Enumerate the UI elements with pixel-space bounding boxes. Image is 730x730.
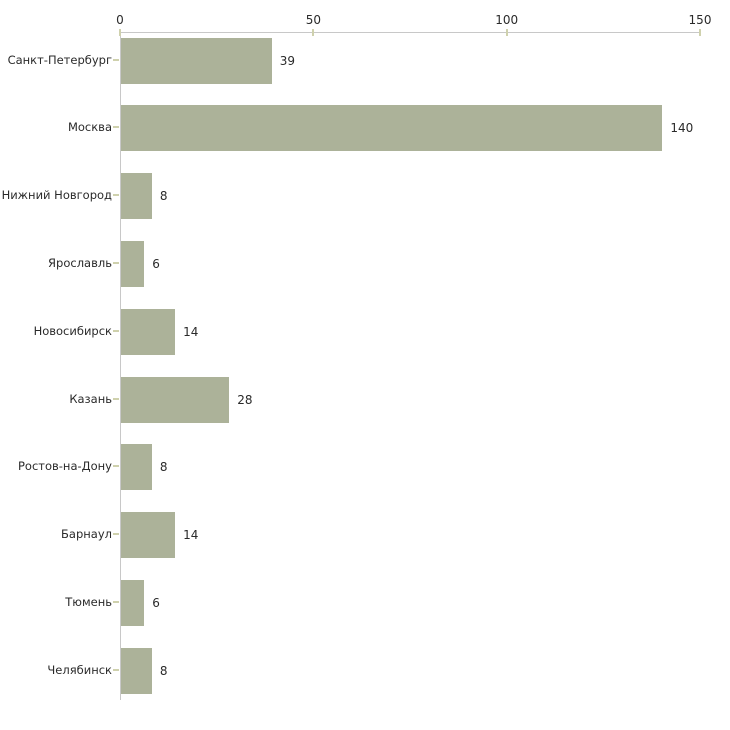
category-label: Ярославль — [48, 255, 112, 270]
category-tick-mark — [113, 59, 119, 61]
x-tick-label: 100 — [495, 13, 519, 27]
category-label: Санкт-Петербург — [7, 52, 112, 67]
bar-value-label: 8 — [159, 189, 168, 204]
bar — [121, 241, 144, 287]
category-tick-mark — [113, 398, 119, 400]
bar — [121, 173, 152, 219]
bar — [121, 648, 152, 694]
category-tick-mark — [113, 330, 119, 332]
category-tick-mark — [113, 669, 119, 671]
category-tick-mark — [113, 601, 119, 603]
x-tick-label: 50 — [305, 13, 321, 27]
bar-value-label: 14 — [183, 324, 199, 339]
bar-value-label: 28 — [237, 392, 253, 407]
y-axis-labels — [0, 32, 112, 700]
bar-value-label: 140 — [670, 121, 694, 136]
category-label: Тюмень — [65, 594, 112, 609]
bar-value-label: 6 — [152, 595, 160, 610]
category-tick-mark — [113, 262, 119, 264]
category-label: Нижний Новгород — [1, 188, 112, 203]
category-tick-mark — [113, 194, 119, 196]
bar — [121, 38, 272, 84]
x-axis — [116, 0, 712, 31]
x-tick-mark — [506, 29, 508, 36]
category-tick-mark — [113, 465, 119, 467]
bar-value-label: 14 — [183, 528, 199, 543]
bar — [121, 309, 175, 355]
bar — [121, 512, 175, 558]
category-tick-mark — [113, 126, 119, 128]
category-tick-mark — [113, 533, 119, 535]
category-label: Казань — [69, 391, 112, 406]
category-label: Новосибирск — [33, 323, 112, 338]
x-tick-mark — [312, 29, 314, 36]
bar — [121, 444, 152, 490]
category-label: Ростов-на-Дону — [17, 459, 112, 474]
x-tick-label: 150 — [688, 13, 712, 27]
bar — [121, 580, 144, 626]
bar-value-label: 39 — [279, 53, 296, 68]
category-label: Челябинск — [47, 662, 112, 677]
category-label: Барнаул — [61, 527, 112, 542]
x-tick-mark — [699, 29, 701, 36]
bar-value-label: 6 — [152, 256, 160, 271]
category-label: Москва — [67, 120, 112, 135]
x-tick-mark — [119, 29, 121, 36]
bar-value-label: 8 — [159, 663, 168, 678]
plot-area — [120, 32, 700, 700]
bar-value-label: 8 — [159, 460, 168, 475]
bar — [121, 377, 229, 423]
bar — [121, 105, 662, 151]
x-tick-label: 0 — [116, 13, 124, 27]
